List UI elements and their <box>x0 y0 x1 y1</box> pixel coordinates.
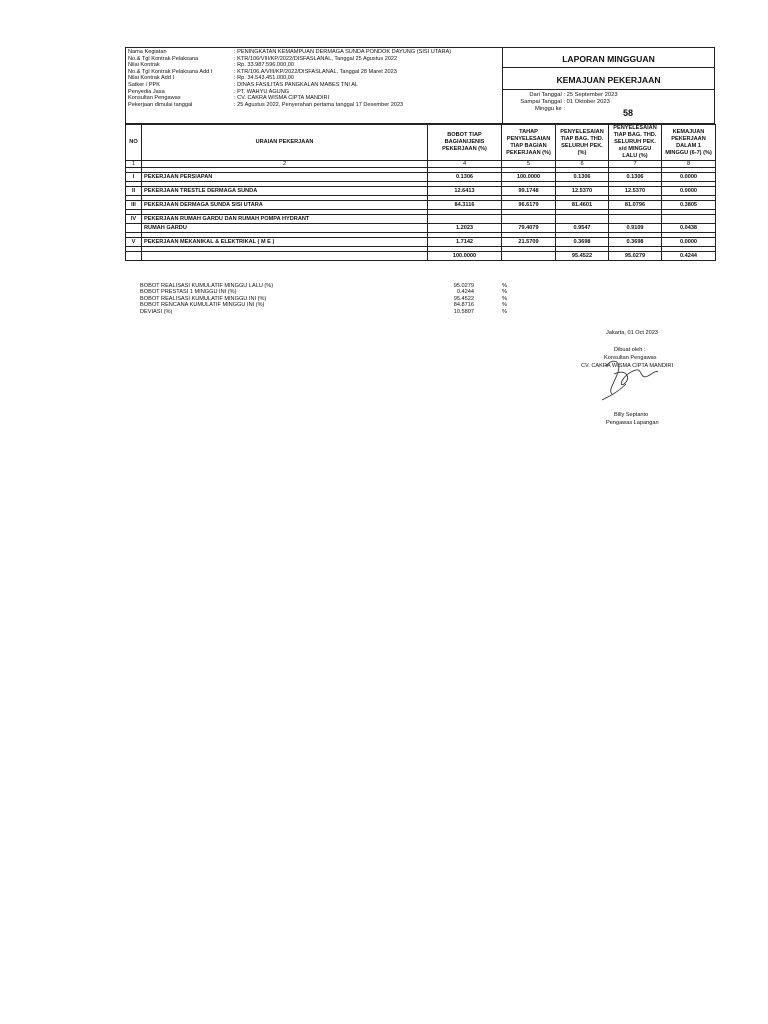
row-penyelesaian-minggu: 81.0796 <box>609 201 662 210</box>
table-row <box>126 238 716 247</box>
row-uraian: PEKERJAAN MEKANIKAL & ELEKTRIKAL ( M E ) <box>142 238 428 247</box>
col-index: 2 <box>142 161 428 168</box>
row-kemajuan: 0.0000 <box>662 173 716 182</box>
signature-graphic <box>592 354 672 404</box>
table-row <box>126 224 716 233</box>
field-nilai-kontrak <box>128 62 294 68</box>
summary-label: BOBOT REALISASI KUMULATIF MINGGU LALU (%) <box>140 283 274 289</box>
row-bobot: 12.6413 <box>428 187 502 196</box>
field-value: : DINAS FASILITAS PANGKALAN MABES TNI AL <box>234 82 359 88</box>
table-header-row <box>126 125 716 161</box>
summary-label: DEVIASI (%) <box>140 308 173 315</box>
col-header-no: NO <box>126 125 142 161</box>
progress-table <box>125 124 716 261</box>
field-nama-kegiatan <box>128 49 451 55</box>
field-value: : PT. WAHYU AGUNG <box>234 88 290 95</box>
divider <box>503 67 714 68</box>
summary-value: 95.4522 <box>453 295 474 302</box>
date-to-value: 01 Oktober 2023 <box>566 99 610 105</box>
contract-info <box>126 48 503 123</box>
row-bobot: 1.7142 <box>428 238 502 247</box>
col-index: 5 <box>502 161 556 168</box>
row-uraian: PEKERJAAN TRESTLE DERMAGA SUNDA <box>142 187 428 196</box>
total-bobot: 100.0000 <box>428 252 502 261</box>
summary-value: 84.8716 <box>453 302 474 309</box>
row-tahap: 99.1748 <box>502 187 556 196</box>
field-no-kontrak-add <box>128 69 397 75</box>
row-penyelesaian: 0.3698 <box>556 238 609 247</box>
row-penyelesaian-minggu: 12.5370 <box>609 187 662 196</box>
col-index: 4 <box>428 161 502 168</box>
row-penyelesaian-minggu: 0.1306 <box>609 173 662 182</box>
field-value: : PENINGKATAN KEMAMPUAN DERMAGA SUNDA PONDOK DAYUNG (SISI UTARA) <box>234 49 452 55</box>
col-index: 1 <box>126 161 142 168</box>
row-uraian: PEKERJAAN PERSIAPAN <box>142 173 428 182</box>
field-label: Nilai Kontrak Add I <box>128 75 175 82</box>
date-to <box>503 99 610 105</box>
row-no: IV <box>126 215 142 224</box>
signer-role: Konsultan Pengawas <box>604 355 657 361</box>
row-penyelesaian: 0.9547 <box>556 224 609 233</box>
col-header-kemajuan: KEMAJUAN PEKERJAAN DALAM 1 MINGGU (6-7) (%) <box>662 125 716 161</box>
week-label: Minggu ke : <box>535 106 565 112</box>
place-date: Jakarta, 01 Oct 2023 <box>606 330 658 336</box>
row-penyelesaian-minggu: 0.9109 <box>609 224 662 233</box>
col-index: 6 <box>556 161 609 168</box>
field-konsultan <box>128 95 329 101</box>
field-label: Pekerjaan dimulai tanggal <box>128 101 193 108</box>
col-index: 7 <box>609 161 662 168</box>
field-value: : KTR/106.A/VIII/KP/2022/DISFASLANAL, Tanggal 28 Maret 2023 <box>234 68 397 75</box>
divider <box>503 89 714 90</box>
col-header-tahap: TAHAP PENYELESAIAN TIAP BAGIAN PEKERJAAN (%) <box>502 125 556 161</box>
column-index-row <box>126 161 716 168</box>
field-label: Nilai Kontrak <box>128 62 160 69</box>
row-no: V <box>126 238 142 247</box>
date-from-label: Dari Tanggal : <box>529 92 565 98</box>
summary-unit: % <box>502 283 507 289</box>
col-index: 8 <box>662 161 716 168</box>
signer-name: Billy Septanto <box>614 412 649 418</box>
field-value: : KTR/106/VIII/KP/2022/DISFASLANAL, Tanggal 25 Agustus 2022 <box>234 55 398 62</box>
field-nilai-kontrak-add <box>128 75 294 81</box>
summary-unit: % <box>502 289 507 296</box>
summary-label: BOBOT REALISASI KUMULATIF MINGGU INI (%) <box>140 295 267 302</box>
col-header-bobot: BOBOT TIAP BAGIAN/JENIS PEKERJAAN (%) <box>428 125 502 161</box>
col-header-penyelesaian-minggu: PENYELESAIAN TIAP BAG. THD. SELURUH PEK. s/d MINGGU LALU (%) <box>609 125 662 161</box>
made-by-label: Dibuat oleh : <box>614 347 646 353</box>
row-bobot: 1.2023 <box>428 224 502 233</box>
total-penyelesaian-minggu: 95.0279 <box>609 252 662 261</box>
field-label: Satker / PPK <box>128 82 161 88</box>
field-penyedia-jasa <box>128 89 289 95</box>
total-penyelesaian: 95.4522 <box>556 252 609 261</box>
date-from-value: 25 September 2023 <box>566 92 618 98</box>
report-title: LAPORAN MINGGUAN <box>562 54 655 64</box>
field-value: : 25 Agustus 2022, Penyerahan pertama tanggal 17 Desember 2023 <box>234 101 404 108</box>
field-label: Penyedia Jasa <box>128 88 165 95</box>
summary-block <box>140 283 520 315</box>
field-label: No.& Tgl Kontrak Pelaksana <box>128 55 199 62</box>
report-header <box>125 47 715 124</box>
col-header-penyelesaian: PENYELESAIAN TIAP BAG. THD. SELURUH PEK. (%) <box>556 125 609 161</box>
signer-company: CV. CAKRA WISMA CIPTA MANDIRI <box>581 363 674 369</box>
summary-value: 10.5807 <box>453 308 474 315</box>
row-kemajuan: 0.3805 <box>662 201 716 210</box>
table-row <box>126 215 716 224</box>
row-penyelesaian-minggu: 0.3698 <box>609 238 662 247</box>
field-value: : Rp. 34.543.451.000,00 <box>234 75 295 82</box>
row-bobot: 0.1306 <box>428 173 502 182</box>
signer-position: Pengawas Lapangan <box>606 420 659 426</box>
row-no: II <box>126 187 142 196</box>
row-penyelesaian: 12.5370 <box>556 187 609 196</box>
row-penyelesaian: 81.4601 <box>556 201 609 210</box>
summary-unit: % <box>502 308 507 315</box>
totals-row <box>126 252 716 261</box>
row-bobot: 84.3116 <box>428 201 502 210</box>
summary-label: BOBOT RENCANA KUMULATIF MINGGU INI (%) <box>140 302 265 309</box>
field-label: No.& Tgl Kontrak Pelaksana Add I <box>128 68 213 75</box>
table-row <box>126 201 716 210</box>
summary-label: BOBOT PRESTASI 1 MINGGU INI (%) <box>140 289 237 296</box>
row-uraian: PEKERJAAN RUMAH GARDU DAN RUMAH POMPA HYDRANT <box>142 215 428 224</box>
row-tahap: 96.6179 <box>502 201 556 210</box>
row-no: I <box>126 173 142 182</box>
row-penyelesaian: 0.1306 <box>556 173 609 182</box>
week-number: 58 <box>623 108 634 118</box>
report-subtitle: KEMAJUAN PEKERJAAN <box>556 75 661 85</box>
date-from <box>503 92 618 98</box>
summary-unit: % <box>502 302 507 309</box>
row-tahap: 100.0000 <box>502 173 556 182</box>
row-kemajuan: 0.0000 <box>662 238 716 247</box>
summary-value: 95.0279 <box>453 283 474 289</box>
row-kemajuan: 0.0000 <box>662 187 716 196</box>
field-no-kontrak <box>128 56 397 62</box>
row-no: III <box>126 201 142 210</box>
report-title-block <box>503 48 714 123</box>
summary-value: 0.4244 <box>456 289 474 296</box>
date-to-label: Sampai Tanggal : <box>520 99 565 105</box>
field-label: Konsultan Pengawas <box>128 95 181 102</box>
total-kemajuan: 0.4244 <box>662 252 716 261</box>
row-tahap: 21.5709 <box>502 238 556 247</box>
field-satker <box>128 82 358 88</box>
row-uraian: PEKERJAAN DERMAGA SUNDA SISI UTARA <box>142 201 428 210</box>
row-kemajuan: 0.0438 <box>662 224 716 233</box>
field-mulai <box>128 102 403 108</box>
week-label-row <box>503 106 565 112</box>
summary-unit: % <box>502 295 507 302</box>
col-header-uraian: URAIAN PEKERJAAN <box>142 125 428 161</box>
field-label: Nama Kegiatan <box>128 49 167 55</box>
row-tahap: 79.4079 <box>502 224 556 233</box>
field-value: : CV. CAKRA WISMA CIPTA MANDIRI <box>234 95 330 102</box>
table-row <box>126 187 716 196</box>
field-value: : Rp. 33.987.596.000,00 <box>234 62 295 69</box>
summary-row <box>140 309 520 315</box>
row-sub-uraian: RUMAH GARDU <box>142 224 428 233</box>
table-row <box>126 173 716 182</box>
